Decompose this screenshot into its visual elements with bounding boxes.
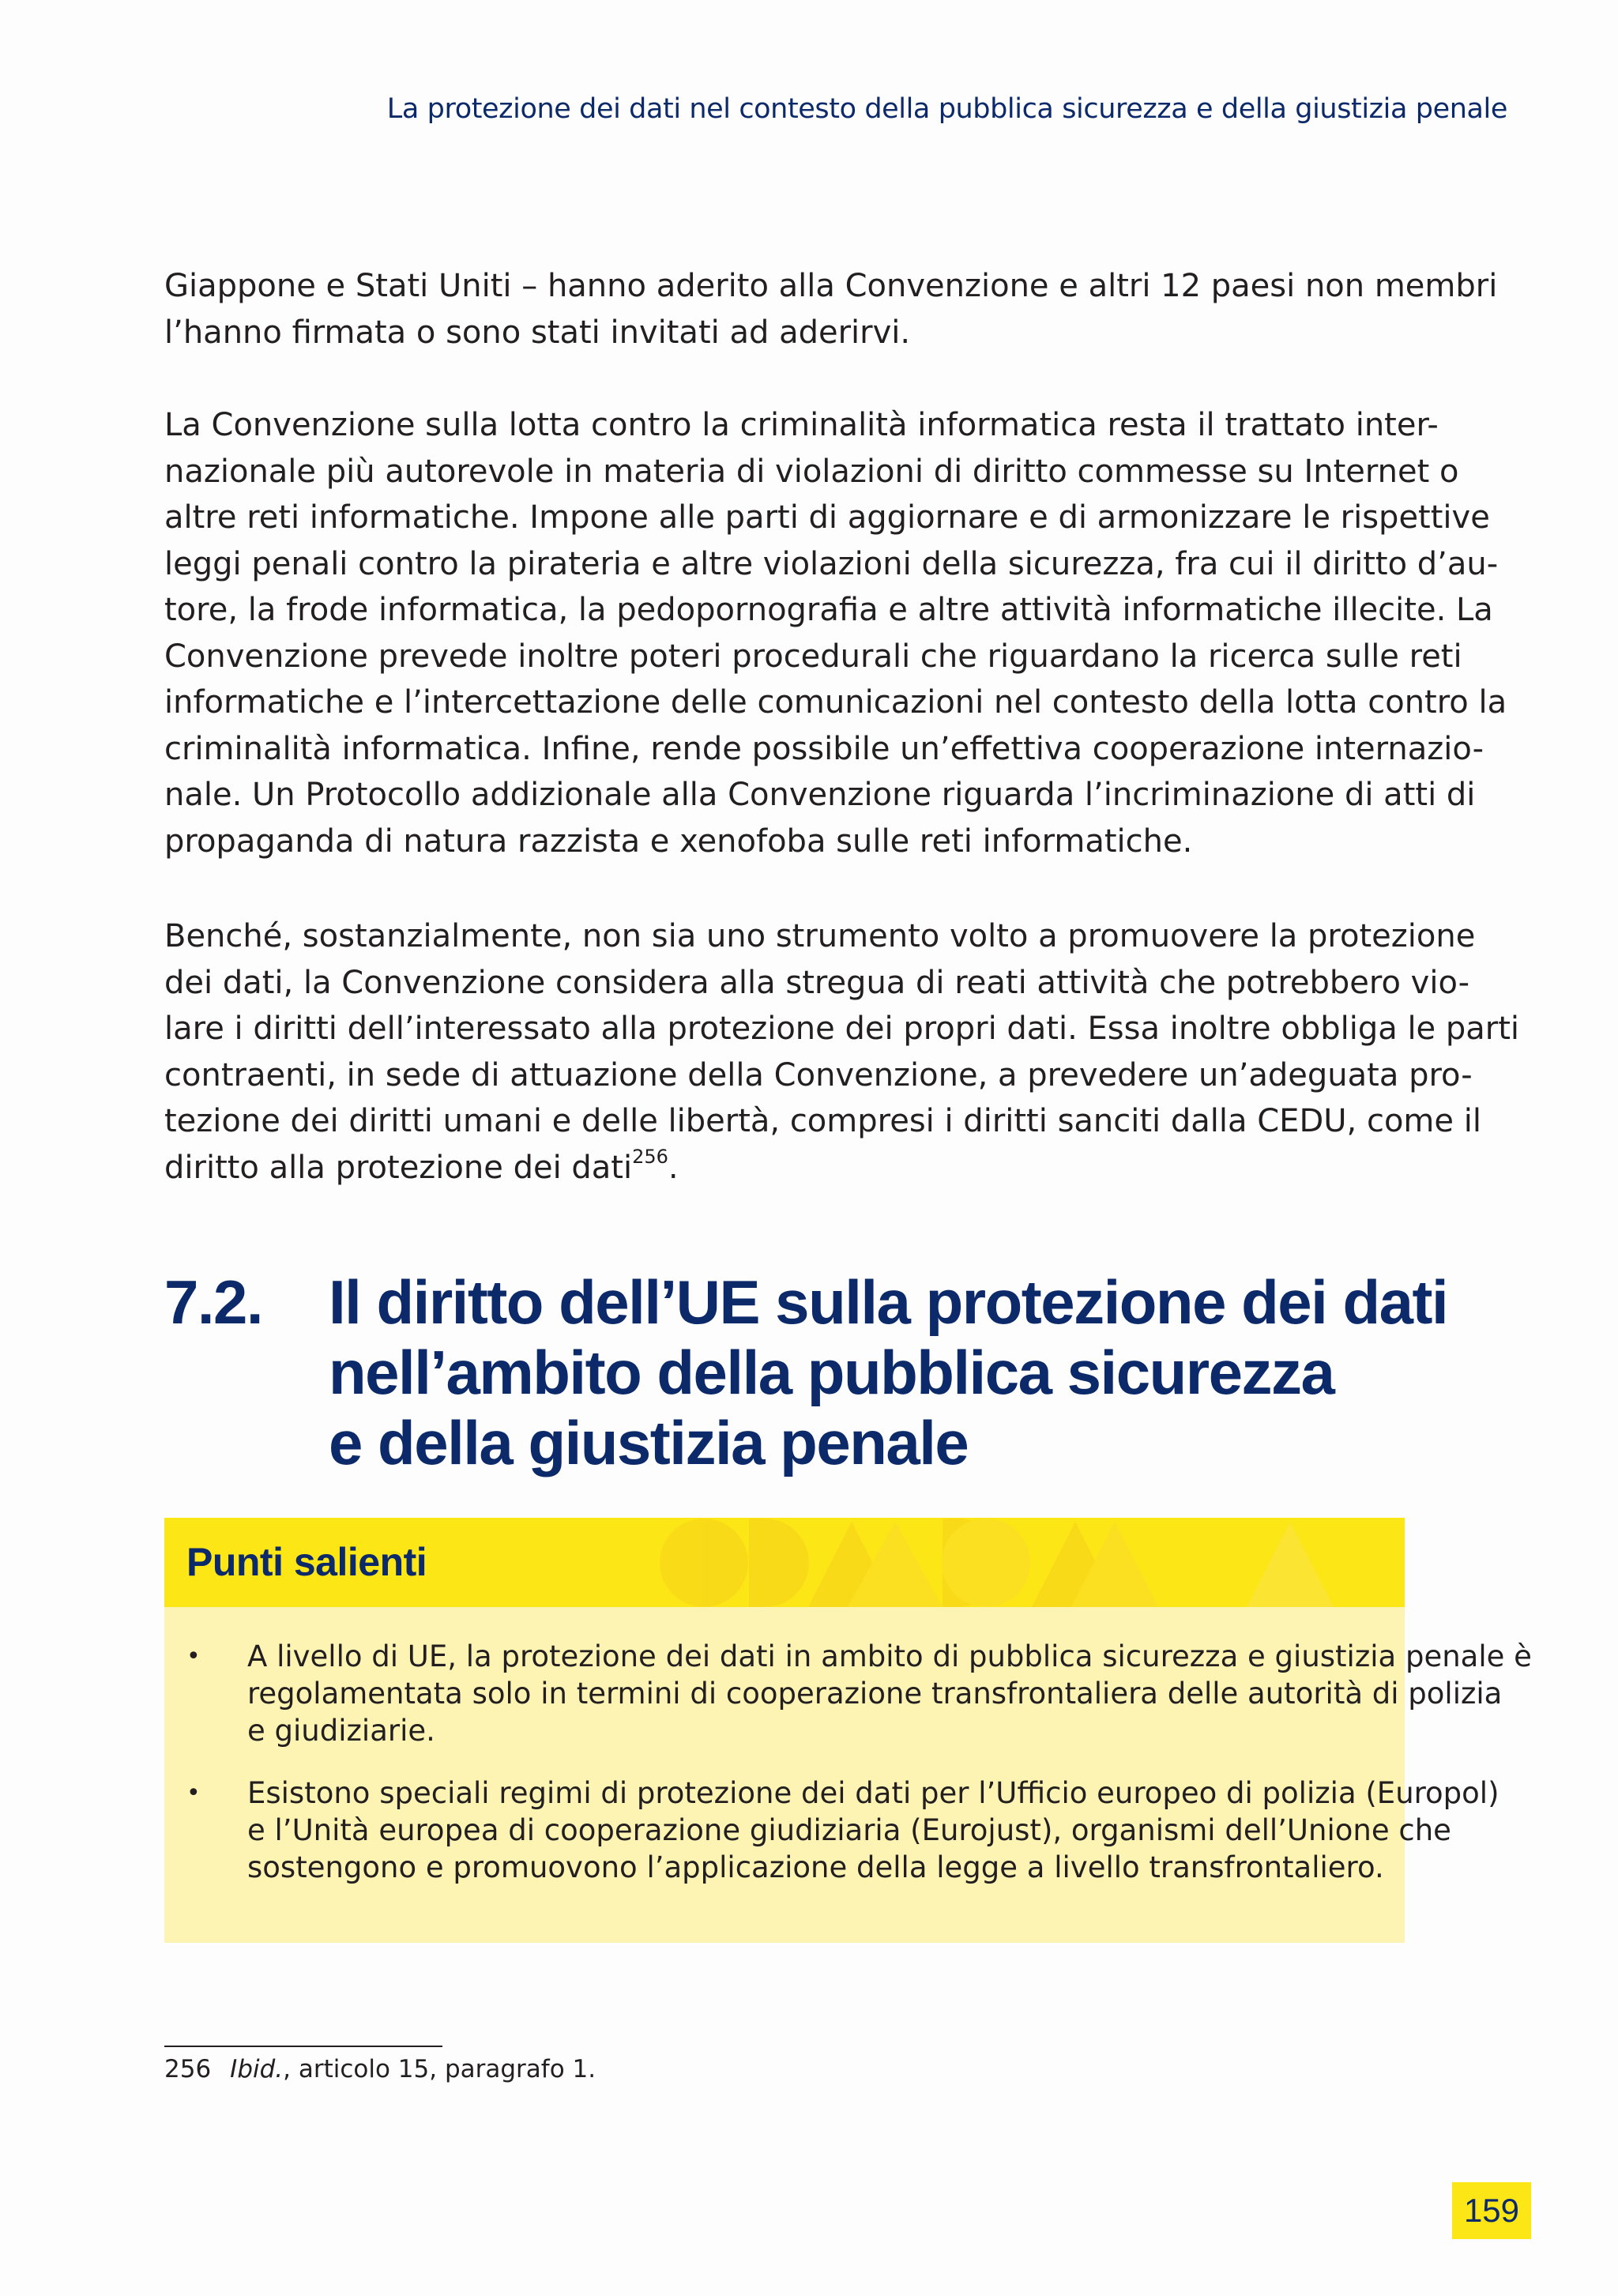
section-number: 7.2. xyxy=(164,1267,263,1337)
list-item-line: e l’Unità europea di cooperazione giudiziaria (Eurojust), organismi dell’Unione che xyxy=(247,1813,1451,1847)
highlights-box xyxy=(164,1518,1532,1943)
section-title-line: e della giustizia penale xyxy=(329,1408,969,1477)
paragraph-line: l’hanno firmata o sono stati invitati ad aderirvi. xyxy=(164,314,911,351)
list-item-line: A livello di UE, la protezione dei dati in ambito di pubblica sicurezza e giustizia penale è xyxy=(247,1639,1532,1673)
page-number: 159 xyxy=(1452,2182,1531,2239)
paragraph-line: Giappone e Stati Uniti – hanno aderito alla Convenzione e altri 12 paesi non membri xyxy=(164,268,1498,304)
bullet-icon: • xyxy=(186,1779,201,1807)
paragraph-3 xyxy=(164,913,1520,1191)
footnote-number: 256 xyxy=(164,2055,212,2083)
highlights-header xyxy=(164,1518,1405,1607)
section-title-line: nell’ambito della pubblica sicurezza xyxy=(329,1338,1334,1407)
paragraph-line-final xyxy=(164,1145,1406,1191)
deco-triangle xyxy=(1247,1522,1334,1607)
sentence-end: . xyxy=(668,1149,679,1186)
footnote-reference[interactable]: 256 xyxy=(632,1146,668,1169)
paragraph-line: nazionale più autorevole in materia di violazioni di diritto commesse su Internet o xyxy=(164,453,1459,490)
list-item-line: sostengono e promuovono l’applicazione della legge a livello transfrontaliero. xyxy=(247,1850,1384,1884)
paragraph-line: La Convenzione sulla lotta contro la criminalità informatica resta il trattato inter- xyxy=(164,407,1439,443)
paragraph-line: informatiche e l’intercettazione delle comunicazioni nel contesto della lotta contro la xyxy=(164,684,1507,721)
highlights-title: Punti salienti xyxy=(186,1540,427,1584)
paragraph-1 xyxy=(164,263,1498,356)
paragraph-line-text: diritto alla protezione dei dati xyxy=(164,1149,633,1186)
paragraph-2 xyxy=(164,402,1507,864)
paragraph-line: altre reti informatiche. Impone alle parti di aggiornare e di armonizzare le rispettive xyxy=(164,499,1490,536)
paragraph-line: lare i diritti dell’interessato alla protezione dei propri dati. Essa inoltre obbliga le parti xyxy=(164,1011,1520,1047)
paragraph-line: tezione dei diritti umani e delle libertà, compresi i diritti sanciti dalla CEDU, come il xyxy=(164,1103,1481,1139)
running-header: La protezione dei dati nel contesto della pubblica sicurezza e della giustizia penale xyxy=(386,93,1507,125)
section-title xyxy=(329,1267,1448,1478)
paragraph-line: dei dati, la Convenzione considera alla stregua di reati attività che potrebbero vio- xyxy=(164,964,1470,1001)
highlights-list xyxy=(186,1638,1532,1911)
paragraph-line: propaganda di natura razzista e xenofoba sulle reti informatiche. xyxy=(164,822,1193,860)
footnote-text: , articolo 15, paragrafo 1. xyxy=(283,2055,596,2083)
paragraph-line: nale. Un Protocollo addizionale alla Convenzione riguarda l’incriminazione di atti di xyxy=(164,777,1476,813)
deco-half-circle xyxy=(749,1519,809,1607)
paragraph-line: Convenzione prevede inoltre poteri procedurali che riguardano la ricerca sulle reti xyxy=(164,638,1462,675)
paragraph-line: leggi penali contro la pirateria e altre violazioni della sicurezza, fra cui il diritto d’au- xyxy=(164,545,1499,582)
paragraph-line: Benché, sostanzialmente, non sia uno strumento volto a promuovere la protezione xyxy=(164,918,1476,954)
list-item-line: e giudiziarie. xyxy=(247,1714,435,1748)
section-title-line: Il diritto dell’UE sulla protezione dei dati xyxy=(329,1267,1448,1337)
list-item xyxy=(186,1638,1532,1749)
footnote-divider xyxy=(164,2046,442,2047)
list-item xyxy=(186,1775,1499,1886)
deco-circle xyxy=(660,1519,748,1607)
list-item-line: regolamentata solo in termini di cooperazione transfrontaliera delle autorità di polizia xyxy=(247,1677,1503,1711)
paragraph-line: tore, la frode informatica, la pedopornografia e altre attività informatiche illecite. La xyxy=(164,592,1493,628)
paragraph-line: criminalità informatica. Infine, rende possibile un’effettiva cooperazione internazio- xyxy=(164,730,1484,767)
bullet-icon: • xyxy=(186,1643,201,1670)
deco-circle xyxy=(942,1519,1030,1607)
list-item-line: Esistono speciali regimi di protezione dei dati per l’Ufficio europeo di polizia (Europol) xyxy=(247,1776,1499,1810)
footnote-ibid: Ibid. xyxy=(230,2055,284,2083)
footnote xyxy=(164,2055,596,2083)
paragraph-line: contraenti, in sede di attuazione della Convenzione, a prevedere un’adeguata pro- xyxy=(164,1056,1473,1093)
